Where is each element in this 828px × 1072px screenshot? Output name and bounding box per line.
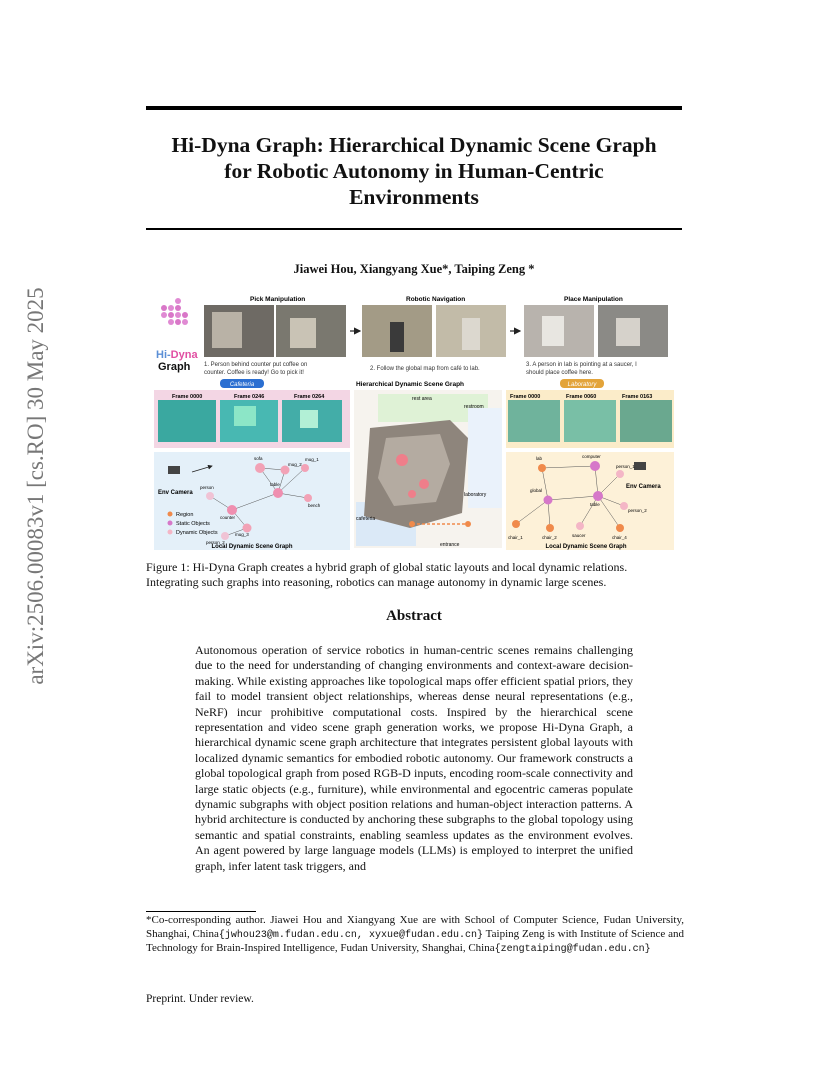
map-label-entrance: entrance bbox=[440, 542, 460, 548]
footnote bbox=[146, 914, 684, 957]
left-local-graph-title: Local Dynamic Scene Graph bbox=[211, 544, 293, 550]
footnote-part-2: Taiping Zeng is with Institute of Science and Technology for Brain-Inspired Intelligence, Fudan University, Shanghai, China bbox=[146, 927, 685, 955]
right-frame-label-3: Frame 0163 bbox=[622, 394, 653, 400]
abstract-body bbox=[195, 643, 633, 874]
right-frame-label-2: Frame 0060 bbox=[566, 394, 597, 400]
left-node-table bbox=[273, 488, 283, 498]
right-node-chair-1-label: chair_1 bbox=[508, 535, 523, 540]
left-node-bench-label: bench bbox=[308, 503, 321, 508]
laboratory-badge-label: Laboratory bbox=[567, 382, 597, 388]
footnote-email-2: {zengtaiping@fudan.edu.cn} bbox=[494, 944, 651, 956]
figure-caption bbox=[146, 560, 686, 590]
right-node-saucer bbox=[576, 522, 584, 530]
right-node-person-1-label: person_1 bbox=[616, 464, 635, 469]
map-label-cafeteria: cafeteria bbox=[356, 516, 376, 522]
caption-line-1: Figure 1: Hi-Dyna Graph creates a hybrid graph of global static layouts and local dynamic relations. bbox=[146, 560, 628, 574]
right-node-lab-label: lab bbox=[536, 456, 543, 461]
cafeteria-badge-label: Cafeteria bbox=[229, 382, 255, 388]
legend-dynamic-dot bbox=[168, 530, 173, 535]
left-camera-icon bbox=[168, 466, 180, 474]
abstract-text: Autonomous operation of service robotics in human-centric scenes remains challenging due to the need for understanding of changing environments and context-aware decision-making. While existing approaches like topological maps offer efficient spatial priors, they fail to model transient object relationships, whereas dense neural representations (e.g., NeRF) incur prohibitive computational costs. Inspired by the hierarchical scene representation and video scene graph generation works, we propose Hi-Dyna Graph, a hierarchical dynamic scene graph architecture that integrates persistent global layouts with localized dynamic semantics for embodied robotic autonomy. Our framework constructs a global topological graph from posed RGB-D inputs, encoding room-scale connectivity and large static objects (e.g., furniture), while environmental and egocentric cameras populate dynamic subgraphs with object position relations and human-object interaction patterns. A hybrid architecture is conducted by anchoring these subgraphs to the global topology using semantic and spatial constraints, enabling seamless updates as the environment evolves. An agent powered by large language models (LLMs) is employed to interpret the unified graph, infer latent task triggers, and bbox=[195, 643, 633, 873]
right-node-lab bbox=[538, 464, 546, 472]
step3-line2: should place coffee here. bbox=[526, 370, 593, 376]
title-rule-bottom bbox=[146, 228, 682, 230]
left-env-camera: Env Camera bbox=[158, 490, 193, 496]
legend-static-dot bbox=[168, 521, 173, 526]
step3-line1: 3. A person in lab is pointing at a saucer, I bbox=[526, 362, 637, 368]
title-line-3: Environments bbox=[349, 185, 479, 209]
left-node-person-label: person bbox=[200, 485, 214, 490]
authors: Jiawei Hou, Xiangyang Xue*, Taiping Zeng * bbox=[293, 262, 535, 276]
right-node-chair-2-label: chair_2 bbox=[542, 535, 557, 540]
right-frame-2 bbox=[564, 400, 616, 442]
left-node-mug-3-label: mug_3 bbox=[235, 532, 249, 537]
section-pick-title: Pick Manipulation bbox=[250, 296, 306, 303]
step1-line2: counter. Coffee is ready! Go to pick it! bbox=[204, 370, 304, 376]
right-node-chair-2 bbox=[546, 524, 554, 532]
left-frame-label-3: Frame 0264 bbox=[294, 394, 325, 400]
paper-title bbox=[146, 132, 682, 210]
section-nav-title: Robotic Navigation bbox=[406, 296, 466, 303]
logo-dyna: Dyna bbox=[170, 349, 198, 361]
left-node-person-2 bbox=[221, 532, 229, 540]
right-node-computer-label: computer bbox=[582, 454, 601, 459]
legend-region: Region bbox=[176, 512, 194, 518]
right-frame-3 bbox=[620, 400, 672, 442]
right-node-person-2-label: person_2 bbox=[628, 508, 647, 513]
left-node-mug-1 bbox=[301, 464, 309, 472]
right-local-graph-panel bbox=[506, 452, 674, 550]
left-frame-label-1: Frame 0000 bbox=[172, 394, 203, 400]
left-node-mug-1-label: mug_1 bbox=[305, 457, 319, 462]
section-place-title: Place Manipulation bbox=[564, 296, 623, 303]
right-node-table-label: table bbox=[590, 502, 600, 507]
right-node-saucer-label: saucer bbox=[572, 533, 586, 538]
left-node-sofa bbox=[255, 463, 265, 473]
right-frame-1 bbox=[508, 400, 560, 442]
right-frame-label-1: Frame 0000 bbox=[510, 394, 541, 400]
right-node-table bbox=[593, 491, 603, 501]
right-node-chair-4 bbox=[616, 524, 624, 532]
left-node-person bbox=[206, 492, 214, 500]
left-node-counter bbox=[227, 505, 237, 515]
step1-line1: 1. Person behind counter put coffee on bbox=[204, 362, 308, 368]
svg-text:Hi-Dyna bbox=[156, 349, 198, 361]
abstract-heading: Abstract bbox=[386, 608, 442, 624]
left-node-table-label: table bbox=[270, 482, 280, 487]
map-label-restroom: restroom bbox=[464, 404, 484, 410]
title-rule-top bbox=[146, 106, 682, 110]
right-node-chair-4-label: chair_4 bbox=[612, 535, 627, 540]
map-label-laboratory: laboratory bbox=[464, 492, 487, 498]
left-node-mug-2-label: mug_2 bbox=[288, 462, 302, 467]
arxiv-sidebar bbox=[6, 287, 66, 685]
logo-graph: Graph bbox=[158, 361, 191, 373]
right-node-global bbox=[544, 496, 553, 505]
global-map bbox=[354, 390, 502, 548]
right-node-global-label: global bbox=[530, 488, 543, 493]
right-node-chair-1 bbox=[512, 520, 520, 528]
hi-dyna-logo bbox=[156, 298, 198, 373]
left-node-bench bbox=[304, 494, 312, 502]
footnote-email-1: {jwhou23@m.fudan.edu.cn, xyxue@fudan.edu.cn} bbox=[218, 929, 484, 941]
right-node-person-2 bbox=[620, 502, 628, 510]
figure-1 bbox=[150, 288, 678, 552]
logo-hi: Hi- bbox=[156, 349, 171, 361]
left-frame-1 bbox=[158, 400, 216, 442]
left-frame-label-2: Frame 0246 bbox=[234, 394, 265, 400]
arxiv-identifier: arXiv:2506.00083v1 [cs.RO] 30 May 2025 bbox=[23, 287, 48, 685]
right-local-graph-title: Local Dynamic Scene Graph bbox=[545, 544, 627, 550]
right-node-person-1 bbox=[616, 470, 624, 478]
step2-text: 2. Follow the global map from café to lab. bbox=[370, 366, 480, 372]
legend-static: Static Objects bbox=[176, 521, 210, 527]
left-node-sofa-label: sofa bbox=[254, 456, 263, 461]
map-label-rest-area: rest area bbox=[412, 396, 432, 402]
right-node-computer bbox=[590, 461, 600, 471]
figure-1-graphic bbox=[150, 288, 678, 552]
caption-line-2: Integrating such graphs into reasoning, robotics can manage autonomy in dynamic large scenes. bbox=[146, 575, 607, 589]
footnote-part-1: *Co-corresponding author. Jiawei Hou and Xiangyang Xue are with School of Computer Science, Fudan University, Shanghai, China bbox=[146, 914, 684, 940]
center-title: Hierarchical Dynamic Scene Graph bbox=[355, 381, 465, 388]
right-camera-icon bbox=[634, 462, 646, 470]
right-env-camera: Env Camera bbox=[626, 484, 661, 490]
legend-dynamic: Dynamic Objects bbox=[176, 530, 218, 536]
left-node-counter-label: counter bbox=[220, 515, 236, 520]
title-line-2: for Robotic Autonomy in Human-Centric bbox=[224, 159, 604, 183]
title-line-1: Hi-Dyna Graph: Hierarchical Dynamic Scene Graph bbox=[171, 133, 657, 157]
footnote-rule bbox=[146, 911, 256, 912]
left-node-person-2-label: person_2 bbox=[206, 540, 225, 545]
legend-region-dot bbox=[168, 512, 173, 517]
preprint-note: Preprint. Under review. bbox=[146, 993, 254, 1005]
